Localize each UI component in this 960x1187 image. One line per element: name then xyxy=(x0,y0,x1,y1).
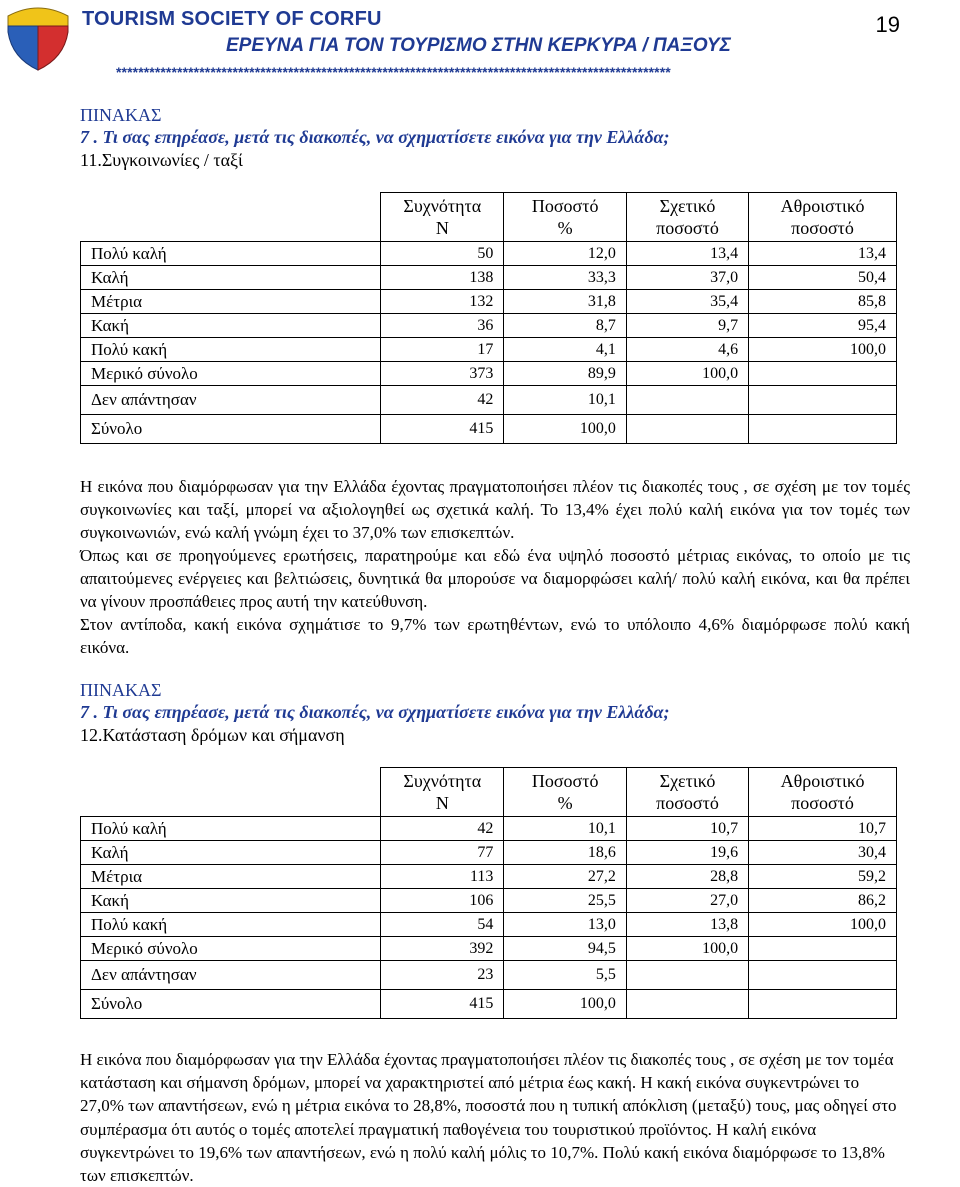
column-header-text: Συχνότητα xyxy=(403,196,482,216)
table-cell: 10,7 xyxy=(749,817,897,841)
table-cell: 86,2 xyxy=(749,889,897,913)
table-row xyxy=(81,338,897,362)
table-row xyxy=(81,386,897,415)
table-cell: 36 xyxy=(381,314,504,338)
col-relative xyxy=(626,768,748,817)
row-label: Μέτρια xyxy=(81,290,381,314)
table-cell: 8,7 xyxy=(504,314,626,338)
table-cell: 37,0 xyxy=(626,266,748,290)
table-cell: 9,7 xyxy=(626,314,748,338)
frequency-table xyxy=(80,767,897,1019)
table-cell: 85,8 xyxy=(749,290,897,314)
column-header-text: N xyxy=(435,218,449,238)
question-text: 7 . Τι σας επηρέασε, μετά τις διακοπές, να σχηματίσετε εικόνα για την Ελλάδα; xyxy=(80,702,670,722)
table-heading: ΠΙΝΑΚΑΣ xyxy=(80,105,162,125)
table-cell: 138 xyxy=(381,266,504,290)
header-empty-cell xyxy=(81,193,381,242)
row-label: Κακή xyxy=(81,889,381,913)
table-row xyxy=(81,242,897,266)
table-cell xyxy=(626,386,748,415)
table-cell: 4,1 xyxy=(504,338,626,362)
table-cell: 23 xyxy=(381,961,504,990)
table-row xyxy=(81,841,897,865)
section-transport-taxi xyxy=(80,104,910,444)
row-label: Σύνολο xyxy=(81,990,381,1019)
table-row xyxy=(81,937,897,961)
table-cell: 100,0 xyxy=(626,362,748,386)
row-label: Μερικό σύνολο xyxy=(81,362,381,386)
commentary-paragraph: Η εικόνα που διαμόρφωσαν για την Ελλάδα έχοντας πραγματοποιήσει πλέον τις διακοπές τους , σε σχέση με τον τομέα κατάσταση και σήμανση δρόμων, μπορεί να χαρακτηριστεί από μέτρια έως κακή. Η κακή εικόνα συγκεντρώνει το 27,0% των απαντήσεων, ενώ η μέτρια εικόνα το 28,8%, ποσοστά που η τυπική απόκλιση (μεταξύ) τους, μας οδηγεί στο συμπέρασμα ότι αυτός ο τομές αποτελεί πραγματική παθογένεια του τουριστικού προϊόντος. Η καλή εικόνα συγκεντρώνει το 19,6% των απαντήσεων, ενώ η πολύ καλή μόλις το 10,7%. Πολύ κακή εικόνα διαμόρφωσε το 13,8% των επισκεπτών. xyxy=(80,1050,897,1186)
table-cell: 13,4 xyxy=(626,242,748,266)
table-cell: 25,5 xyxy=(504,889,626,913)
table-cell xyxy=(749,415,897,444)
column-header-text: Ποσοστό xyxy=(531,771,599,791)
table-cell: 31,8 xyxy=(504,290,626,314)
table-row xyxy=(81,913,897,937)
table-cell: 42 xyxy=(381,386,504,415)
table-row xyxy=(81,362,897,386)
table-heading: ΠΙΝΑΚΑΣ xyxy=(80,680,162,700)
table-cell xyxy=(626,415,748,444)
table-cell: 13,0 xyxy=(504,913,626,937)
question-text: 7 . Τι σας επηρέασε, μετά τις διακοπές, να σχηματίσετε εικόνα για την Ελλάδα; xyxy=(80,127,670,147)
table-cell: 19,6 xyxy=(626,841,748,865)
table-cell: 100,0 xyxy=(626,937,748,961)
commentary-paragraph: Η εικόνα που διαμόρφωσαν για την Ελλάδα έχοντας πραγματοποιήσει πλέον τις διακοπές τους , σε σχέση με τον τομές συγκοινωνίες και ταξί, μπορεί να αξιολογηθεί ως σχετικά καλή. Το 13,4% έχει πολύ καλή εικόνα για τον τομές των συγκοινωνιών, ενώ καλή γνώμη έχει το 37,0% των επισκεπτών. xyxy=(80,477,910,542)
table-header-row xyxy=(81,768,897,817)
header-separator: **************************************************************************************************** xyxy=(116,64,671,80)
table-cell xyxy=(626,990,748,1019)
section-roads-commentary xyxy=(80,1048,910,1187)
table-cell: 35,4 xyxy=(626,290,748,314)
table-cell: 27,0 xyxy=(626,889,748,913)
table-cell: 100,0 xyxy=(504,990,626,1019)
table-cell: 4,6 xyxy=(626,338,748,362)
table-row xyxy=(81,290,897,314)
shield-right-half xyxy=(38,26,68,70)
row-label: Μερικό σύνολο xyxy=(81,937,381,961)
row-label: Μέτρια xyxy=(81,865,381,889)
col-frequency xyxy=(381,193,504,242)
table-cell: 33,3 xyxy=(504,266,626,290)
table-cell: 77 xyxy=(381,841,504,865)
column-header-text: Συχνότητα xyxy=(403,771,482,791)
table-cell: 113 xyxy=(381,865,504,889)
col-percent xyxy=(504,193,626,242)
table-cell xyxy=(749,937,897,961)
row-label: Πολύ κακή xyxy=(81,338,381,362)
column-header-text: Σχετικό xyxy=(659,771,716,791)
table-cell: 392 xyxy=(381,937,504,961)
commentary-paragraph: Στον αντίποδα, κακή εικόνα σχημάτισε το 9,7% των ερωτηθέντων, ενώ το υπόλοιπο 4,6% διαμόρφωσε πολύ κακή εικόνα. xyxy=(80,615,910,657)
table-cell: 100,0 xyxy=(504,415,626,444)
column-header-text: ποσοστό xyxy=(656,793,719,813)
table-cell: 59,2 xyxy=(749,865,897,889)
subquestion-text: 12.Κατάσταση δρόμων και σήμανση xyxy=(80,725,345,745)
table-cell: 132 xyxy=(381,290,504,314)
table-cell: 373 xyxy=(381,362,504,386)
col-percent xyxy=(504,768,626,817)
table-cell: 106 xyxy=(381,889,504,913)
table-cell: 10,7 xyxy=(626,817,748,841)
table-cell: 10,1 xyxy=(504,386,626,415)
table-row xyxy=(81,314,897,338)
row-label: Σύνολο xyxy=(81,415,381,444)
column-header-text: Αθροιστικό xyxy=(780,196,865,216)
table-row xyxy=(81,266,897,290)
table-cell: 100,0 xyxy=(749,913,897,937)
table-header-row xyxy=(81,193,897,242)
row-label: Πολύ κακή xyxy=(81,913,381,937)
column-header-text: Ποσοστό xyxy=(531,196,599,216)
table-cell: 5,5 xyxy=(504,961,626,990)
table-cell: 13,4 xyxy=(749,242,897,266)
column-header-text: ποσοστό xyxy=(791,218,854,238)
table-cell: 100,0 xyxy=(749,338,897,362)
table-cell: 50 xyxy=(381,242,504,266)
table-cell xyxy=(749,362,897,386)
column-header-text: % xyxy=(557,218,573,238)
page-number: 19 xyxy=(875,12,900,37)
table-row xyxy=(81,865,897,889)
column-header-text: ποσοστό xyxy=(791,793,854,813)
column-header-text: % xyxy=(557,793,573,813)
table-row xyxy=(81,817,897,841)
table-cell: 10,1 xyxy=(504,817,626,841)
table-row xyxy=(81,889,897,913)
table-row xyxy=(81,415,897,444)
row-label: Καλή xyxy=(81,266,381,290)
table-row xyxy=(81,961,897,990)
frequency-table xyxy=(80,192,897,444)
row-label: Καλή xyxy=(81,841,381,865)
table-cell: 54 xyxy=(381,913,504,937)
col-cumulative xyxy=(749,193,897,242)
subquestion-text: 11.Συγκοινωνίες / ταξί xyxy=(80,150,243,170)
column-header-text: Σχετικό xyxy=(659,196,716,216)
table-cell xyxy=(749,990,897,1019)
society-shield-logo xyxy=(4,2,72,72)
table-cell: 28,8 xyxy=(626,865,748,889)
column-header-text: N xyxy=(435,793,449,813)
header-empty-cell xyxy=(81,768,381,817)
row-label: Κακή xyxy=(81,314,381,338)
table-cell: 12,0 xyxy=(504,242,626,266)
table-cell: 415 xyxy=(381,990,504,1019)
column-header-text: ποσοστό xyxy=(656,218,719,238)
table-cell: 89,9 xyxy=(504,362,626,386)
table-cell: 27,2 xyxy=(504,865,626,889)
table-cell xyxy=(749,386,897,415)
shield-left-half xyxy=(8,26,38,70)
table-row xyxy=(81,990,897,1019)
row-label: Πολύ καλή xyxy=(81,817,381,841)
table-cell xyxy=(626,961,748,990)
survey-subtitle: ΕΡΕΥΝΑ ΓΙΑ ΤΟΝ ΤΟΥΡΙΣΜΟ ΣΤΗΝ ΚΕΡΚΥΡΑ / ΠΑΞΟΥΣ xyxy=(226,35,731,56)
row-label: Δεν απάντησαν xyxy=(81,961,381,990)
column-header-text: Αθροιστικό xyxy=(780,771,865,791)
table-cell: 17 xyxy=(381,338,504,362)
commentary-paragraph: Όπως και σε προηγούμενες ερωτήσεις, παρατηρούμε και εδώ ένα υψηλό ποσοστό μέτριας εικόνας, το οποίο με τις απαιτούμενες ενέργειες και βελτιώσεις, δυνητικά θα μπορούσε να διαμορφώσει καλή/ πολύ καλή εικόνα, και θα πρέπει να γίνουν προσπάθειες προς αυτή την κατεύθυνση. xyxy=(80,546,910,611)
table-cell: 415 xyxy=(381,415,504,444)
table-cell: 94,5 xyxy=(504,937,626,961)
organization-name: TOURISM SOCIETY OF CORFU xyxy=(82,8,382,30)
table-cell: 95,4 xyxy=(749,314,897,338)
col-frequency xyxy=(381,768,504,817)
section-transport-commentary xyxy=(80,475,910,659)
table-cell: 13,8 xyxy=(626,913,748,937)
table-cell: 30,4 xyxy=(749,841,897,865)
col-relative xyxy=(626,193,748,242)
table-cell: 42 xyxy=(381,817,504,841)
section-roads-signage xyxy=(80,679,910,1019)
table-cell: 18,6 xyxy=(504,841,626,865)
table-cell xyxy=(749,961,897,990)
col-cumulative xyxy=(749,768,897,817)
table-cell: 50,4 xyxy=(749,266,897,290)
shield-top-band xyxy=(8,8,68,26)
row-label: Πολύ καλή xyxy=(81,242,381,266)
row-label: Δεν απάντησαν xyxy=(81,386,381,415)
